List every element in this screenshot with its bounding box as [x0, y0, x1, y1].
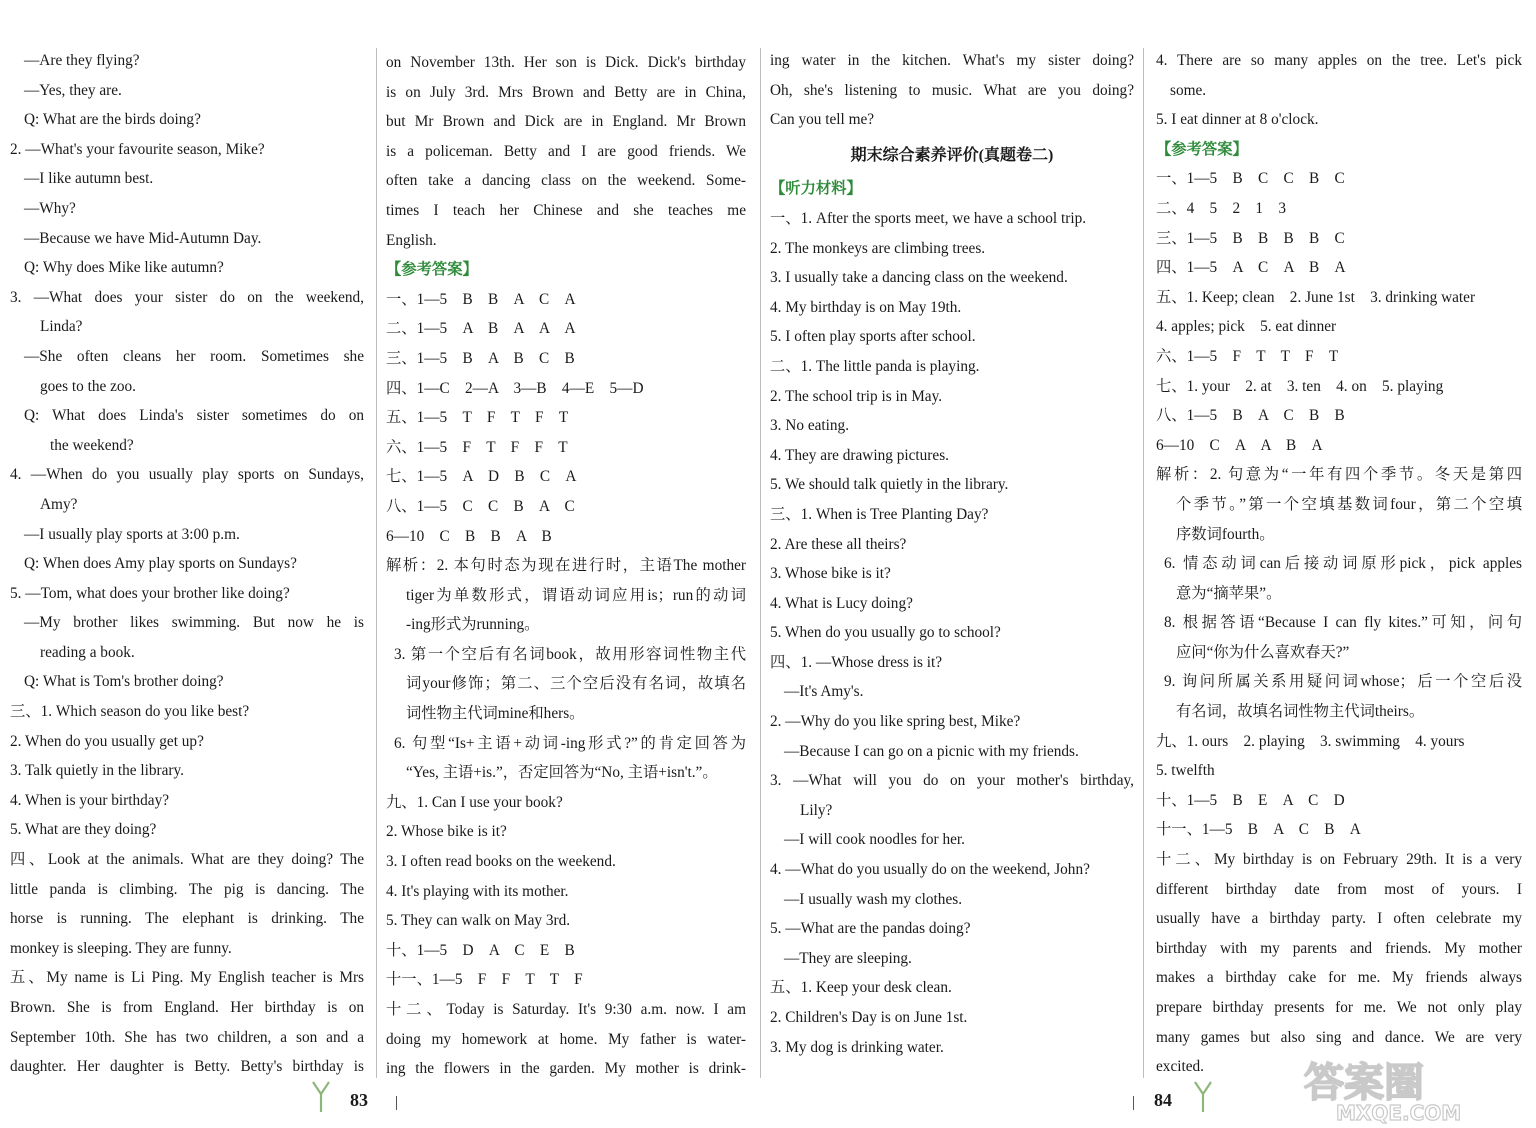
col3-line: 二、1. The little panda is playing.	[770, 357, 980, 375]
col4-line: 八、1—5 B A C B B	[1156, 407, 1345, 425]
col2-line: 九、1. Can I use your book?	[386, 793, 563, 811]
col3-line: 5. When do you usually go to school?	[770, 624, 1001, 642]
col4-line: 【参考答案】	[1156, 140, 1248, 158]
col4-line: 8. 根据答语“Because I can fly kites.”可知，问句	[1164, 614, 1522, 632]
col1-line: Amy?	[40, 495, 78, 513]
col4-line: 五、1. Keep; clean 2. June 1st 3. drinking water	[1156, 288, 1476, 306]
col3-line: 4. They are drawing pictures.	[770, 446, 949, 464]
col4-line: 四、1—5 A C A B A	[1156, 259, 1346, 277]
col4-line: 十、1—5 B E A C D	[1156, 791, 1345, 809]
col3-line: 3. My dog is drinking water.	[770, 1038, 944, 1056]
watermark-url: MXQE.COM	[1336, 1101, 1462, 1124]
col3-line: 5. We should talk quietly in the library.	[770, 476, 1009, 494]
col2-line: but Mr Brown and Dick are in England. Mr Brown	[386, 113, 746, 131]
col3-line: 3. —What will you do on your mother's birthday,	[770, 772, 1134, 790]
col2-line: doing my homework at home. My father is water-	[386, 1030, 746, 1048]
col1-line: 2. —What's your favourite season, Mike?	[10, 140, 265, 158]
col1-line: —My brother likes swimming. But now he is	[24, 614, 364, 632]
col1-line: —Because we have Mid-Autumn Day.	[24, 229, 262, 247]
col2-line: times I teach her Chinese and she teaches me	[386, 201, 746, 219]
col3-line: Can you tell me?	[770, 111, 875, 129]
col2-line: 6—10 C B B A B	[386, 527, 552, 545]
column-divider	[376, 48, 377, 1078]
col3-line: 3. I usually take a dancing class on the weekend.	[770, 269, 1068, 287]
col2-line: -ing形式为running。	[406, 616, 540, 634]
col1-line: reading a book.	[40, 643, 135, 661]
col2-line: 4. It's playing with its mother.	[386, 882, 569, 900]
col3-line: 5. —What are the pandas doing?	[770, 920, 971, 938]
col3-line: ing water in the kitchen. What's my sister doing?	[770, 52, 1134, 69]
col4-line: 应问“你为什么喜欢春天?”	[1176, 643, 1350, 661]
col1-line: 三、1. Which season do you like best?	[10, 703, 250, 721]
col1-line: 3. —What does your sister do on the weekend,	[10, 288, 364, 306]
col4-line: some.	[1170, 81, 1207, 99]
col2-line: 6. 句型“Is+主语+动词-ing形式?”的肯定回答为	[394, 734, 746, 752]
col2-line: on November 13th. Her son is Dick. Dick's birthday	[386, 54, 746, 71]
col4-line: different birthday date from most of yours. I	[1156, 880, 1522, 898]
page-number-left: 83	[350, 1090, 368, 1110]
col1-line: —Why?	[24, 199, 76, 217]
col3-line: 2. The school trip is in May.	[770, 387, 943, 405]
col3-line: —They are sleeping.	[784, 949, 912, 967]
col3-line: —I will cook noodles for her.	[784, 831, 965, 849]
col1-line: —Yes, they are.	[24, 81, 122, 99]
col3-line: 2. Children's Day is on June 1st.	[770, 1009, 968, 1026]
footer-tick	[396, 1096, 397, 1110]
col1-line: 五、My name is Li Ping. My English teacher is Mrs	[10, 969, 364, 987]
col4-line: 十二、My birthday is on February 29th. It is a very	[1156, 851, 1522, 869]
col3-line: 3. Whose bike is it?	[770, 565, 891, 583]
page-ornament-icon	[1194, 1080, 1212, 1114]
col2-line: 解析：2. 本句时态为现在进行时，主语The mother	[386, 557, 746, 575]
col1-line: goes to the zoo.	[40, 377, 137, 395]
col4-line: 解析：2. 句意为“一年有四个季节。冬天是第四	[1156, 466, 1522, 484]
col1-line: Linda?	[40, 318, 83, 336]
col3-line: Lily?	[800, 801, 833, 819]
col2-line: 八、1—5 C C B A C	[386, 497, 575, 515]
col3-line: 3. No eating.	[770, 417, 850, 435]
col1-line: 2. When do you usually get up?	[10, 732, 204, 750]
col1-line: 5. What are they doing?	[10, 821, 157, 839]
footer-tick	[1133, 1096, 1134, 1110]
col3-line: 【听力材料】	[770, 180, 862, 198]
watermark-text: 答案圈	[1304, 1060, 1424, 1106]
col2-line: 六、1—5 F T F F T	[386, 438, 568, 456]
col1-line: —I usually play sports at 3:00 p.m.	[24, 525, 240, 543]
col4-line: 三、1—5 B B B B C	[1156, 229, 1345, 247]
col4-line: 6. 情态动词can后接动词原形pick，pick apples	[1164, 555, 1522, 573]
column-3	[770, 46, 1134, 1062]
col4-line: 9. 询问所属关系用疑问词whose；后一个空后没	[1164, 673, 1522, 691]
col4-line: 5. I eat dinner at 8 o'clock.	[1156, 111, 1319, 129]
col2-line: 3. 第一个空后有名词book，故用形容词性物主代	[394, 645, 746, 663]
col2-line: 五、1—5 T F T F T	[386, 409, 569, 427]
column-2	[386, 48, 746, 1084]
col2-line: 三、1—5 B A B C B	[386, 349, 575, 367]
col4-line: 序数词fourth。	[1176, 525, 1275, 543]
col2-line: 词your修饰；第二、三个空后没有名词，故填名	[406, 675, 746, 693]
col2-line: 七、1—5 A D B C A	[386, 468, 577, 486]
col2-line: 2. Whose bike is it?	[386, 823, 507, 841]
col2-line: English.	[386, 231, 437, 249]
col3-line: 期末综合素养评价(真题卷二)	[850, 146, 1054, 164]
col3-line: —It's Amy's.	[784, 683, 864, 701]
col2-line: is on July 3rd. Mrs Brown and Betty are in China,	[386, 83, 746, 101]
col4-line: birthday with my parents and friends. My mother	[1156, 939, 1522, 957]
col1-line: daughter. Her daughter is Betty. Betty's birthday is	[10, 1058, 364, 1076]
col4-line: 十一、1—5 B A C B A	[1156, 821, 1361, 839]
page-ornament-icon	[312, 1080, 330, 1114]
col1-line: —She often cleans her room. Sometimes she	[24, 347, 364, 365]
col4-line: 5. twelfth	[1156, 762, 1215, 780]
col4-line: makes a birthday cake for me. My friends always	[1156, 969, 1522, 987]
col3-line: 4. What is Lucy doing?	[770, 594, 913, 612]
col4-line: 4. apples; pick 5. eat dinner	[1156, 318, 1337, 336]
column-4	[1156, 46, 1522, 1082]
col4-line: 九、1. ours 2. playing 3. swimming 4. yours	[1156, 732, 1465, 750]
column-divider	[1143, 48, 1144, 1078]
col2-line: 一、1—5 B B A C A	[386, 290, 576, 308]
col3-line: 2. The monkeys are climbing trees.	[770, 239, 986, 257]
col2-line: 四、1—C 2—A 3—B 4—E 5—D	[386, 379, 644, 397]
col1-line: 四、Look at the animals. What are they doing? The	[10, 851, 364, 869]
col4-line: 个季节。”第一个空填基数词four，第二个空填	[1176, 495, 1522, 513]
col2-line: 词性物主代词mine和hers。	[406, 705, 585, 723]
col4-line: excited.	[1156, 1058, 1204, 1076]
col3-line: Oh, she's listening to music. What are you doing?	[770, 81, 1134, 99]
col4-line: 六、1—5 F T T F T	[1156, 347, 1339, 365]
col4-line: 4. There are so many apples on the tree. Let's pick	[1156, 52, 1522, 69]
col2-line: often take a dancing class on the weekend. Some-	[386, 172, 746, 190]
col3-line: 三、1. When is Tree Planting Day?	[770, 505, 989, 523]
col3-line: —Because I can go on a picnic with my friends.	[784, 742, 1079, 760]
col2-line: 十二、Today is Saturday. It's 9:30 a.m. now. I am	[386, 1001, 746, 1018]
col1-line: monkey is sleeping. They are funny.	[10, 939, 232, 957]
col1-line: Q: What is Tom's brother doing?	[24, 673, 224, 691]
col4-line: 6—10 C A A B A	[1156, 436, 1323, 454]
col1-line: 4. —When do you usually play sports on Sundays,	[10, 466, 364, 484]
col1-line: Q: What does Linda's sister sometimes do on	[24, 407, 364, 425]
col2-line: is a policeman. Betty and I are good friends. We	[386, 142, 746, 160]
col1-line: Q: When does Amy play sports on Sundays?	[24, 555, 297, 573]
col4-line: 意为“摘苹果”。	[1176, 584, 1282, 602]
col4-line: many games but also sing and dance. We are very	[1156, 1028, 1522, 1046]
col1-line: Brown. She is from England. Her birthday is on	[10, 999, 364, 1016]
col1-line: the weekend?	[50, 436, 134, 454]
col4-line: usually have a birthday party. I often celebrate my	[1156, 910, 1522, 928]
col1-line: —Are they flying?	[24, 52, 140, 69]
col1-line: 5. —Tom, what does your brother like doing?	[10, 584, 290, 602]
col2-line: 十、1—5 D A C E B	[386, 941, 575, 959]
page-number-right: 84	[1154, 1090, 1172, 1110]
column-divider	[760, 48, 761, 1078]
col2-line: 【参考答案】	[386, 261, 478, 279]
col1-line: horse is running. The elephant is drinking. The	[10, 910, 364, 928]
col3-line: 4. —What do you usually do on the weekend, John?	[770, 861, 1090, 879]
col3-line: 四、1. —Whose dress is it?	[770, 653, 943, 671]
col2-line: 3. I often read books on the weekend.	[386, 853, 616, 871]
col1-line: 3. Talk quietly in the library.	[10, 762, 184, 780]
col3-line: 2. —Why do you like spring best, Mike?	[770, 713, 1021, 731]
col3-line: —I usually wash my clothes.	[784, 890, 963, 908]
col4-line: 有名词，故填名词性物主代词theirs。	[1176, 703, 1425, 721]
col2-line: 十一、1—5 F F T T F	[386, 971, 583, 989]
col2-line: 5. They can walk on May 3rd.	[386, 912, 571, 930]
col2-line: ing the flowers in the garden. My mother is drink-	[386, 1060, 746, 1078]
col1-line: Q: Why does Mike like autumn?	[24, 259, 224, 277]
col1-line: 4. When is your birthday?	[10, 791, 170, 809]
col1-line: September 10th. She has two children, a son and a	[10, 1028, 364, 1046]
col2-line: tiger为单数形式，谓语动词应用is；run的动词	[406, 586, 746, 604]
col2-line: “Yes, 主语+is.”，否定回答为“No, 主语+isn't.”。	[406, 764, 718, 782]
col3-line: 一、1. After the sports meet, we have a school trip.	[770, 209, 1087, 227]
col4-line: 二、4 5 2 1 3	[1156, 199, 1287, 217]
col4-line: 一、1—5 B C C B C	[1156, 170, 1345, 188]
col3-line: 五、1. Keep your desk clean.	[770, 979, 952, 997]
col3-line: 4. My birthday is on May 19th.	[770, 298, 962, 316]
col3-line: 2. Are these all theirs?	[770, 535, 907, 553]
col2-line: 二、1—5 A B A A A	[386, 320, 576, 338]
col1-line: little panda is climbing. The pig is dancing. The	[10, 880, 364, 898]
col3-line: 5. I often play sports after school.	[770, 328, 976, 346]
col1-line: Q: What are the birds doing?	[24, 111, 201, 129]
column-1	[10, 46, 364, 1082]
watermark-logo	[1296, 1052, 1528, 1124]
col4-line: prepare birthday presents for me. We not only play	[1156, 999, 1522, 1016]
col1-line: —I like autumn best.	[24, 170, 154, 188]
col4-line: 七、1. your 2. at 3. ten 4. on 5. playing	[1156, 377, 1444, 395]
